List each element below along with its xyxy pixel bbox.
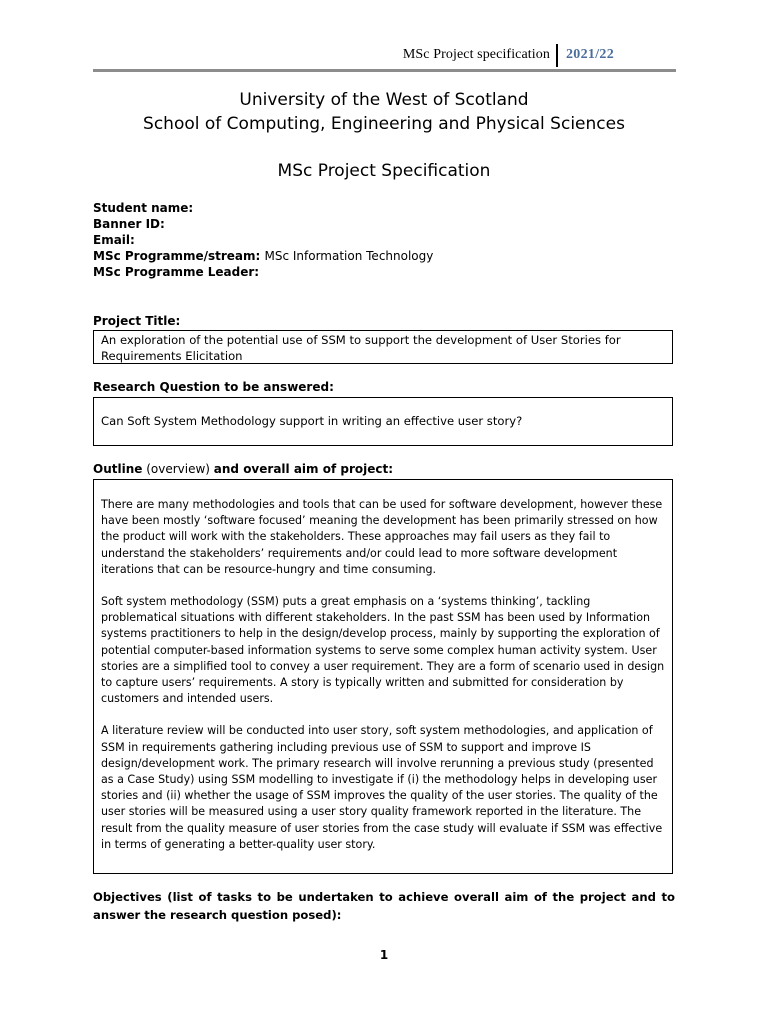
programme-leader-label: MSc Programme Leader:	[93, 265, 260, 279]
programme-value: MSc Information Technology	[264, 249, 434, 263]
page-number: 1	[379, 948, 389, 962]
research-question-label: Research Question to be answered:	[93, 380, 334, 394]
school-name: School of Computing, Engineering and Physical Sciences	[143, 114, 625, 134]
objectives-label-rest: (list of tasks to be undertaken to achieve overall aim of the project and to answer the research question posed):	[93, 890, 675, 922]
outline-paragraph-3: A literature review will be conducted into user story, soft system methodologies, and application of SSM in requirements gathering including previous use of SSM to support and improve IS design/development work. The primary research will involve rerunning a previous study (presented as a Case Study) using SSM modelling to investigate if (i) the methodology helps in developing user stories and (ii) whether the usage of SSM improves the quality of the user stories. The quality of the user stories will be measured using a user story quality framework reported in the literature. The result from the quality measure of user stories from the case study will evaluate if SSM was effective in terms of generating a better-quality user story.	[101, 724, 663, 851]
document-title: MSc Project Specification	[277, 161, 491, 181]
research-question-value: Can Soft System Methodology support in writing an effective user story?	[101, 414, 523, 428]
outline-label-paren: (overview)	[142, 462, 214, 476]
outline-paragraph-1: There are many methodologies and tools that can be used for software development, however these have been mostly ‘software focused’ meaning the development has been primarily stressed on how the product will work with the stakeholders. These approaches may fail users as they fail to understand the stakeholders’ requirements and/or could lead to more software development iterations that can be resource-hungry and time consuming.	[101, 498, 663, 576]
header-divider	[556, 44, 558, 67]
email-label: Email:	[93, 233, 135, 247]
objectives-label-main: Objectives	[93, 890, 162, 904]
project-title-label: Project Title:	[93, 314, 181, 328]
student-name-label: Student name:	[93, 201, 194, 215]
objectives-label	[93, 888, 675, 924]
outline-label-main: Outline	[93, 462, 143, 476]
outline-paragraph-2: Soft system methodology (SSM) puts a great emphasis on a ‘systems thinking’, tackling problematical situations with different stakeholders. In the past SSM has been used by Information systems practitioners to help in the design/develop process, mainly by supporting the exploration of potential computer-based information systems to serve some complex human activity system. User stories are a simplified tool to convey a user requirement. They are a form of scenario used in design to capture users’ requirements. A story is typically written and submitted for consideration by customers and intended users.	[101, 595, 665, 706]
student-fields	[93, 200, 433, 280]
outline-box	[93, 479, 673, 874]
header-rule	[93, 69, 676, 72]
banner-id-label: Banner ID:	[93, 217, 165, 231]
project-title-value: An exploration of the potential use of SSM to support the development of User Stories for Requirements Elicitation	[101, 333, 621, 363]
outline-label-rest: and overall aim of project:	[213, 462, 394, 476]
university-name: University of the West of Scotland	[239, 90, 529, 110]
programme-label: MSc Programme/stream:	[93, 249, 265, 263]
header-year: 2021/22	[566, 47, 614, 62]
project-title-box	[93, 330, 673, 364]
outline-label	[93, 462, 393, 476]
research-question-box	[93, 397, 673, 446]
programme-row	[93, 248, 433, 264]
header-title: MSc Project specification	[402, 47, 550, 62]
